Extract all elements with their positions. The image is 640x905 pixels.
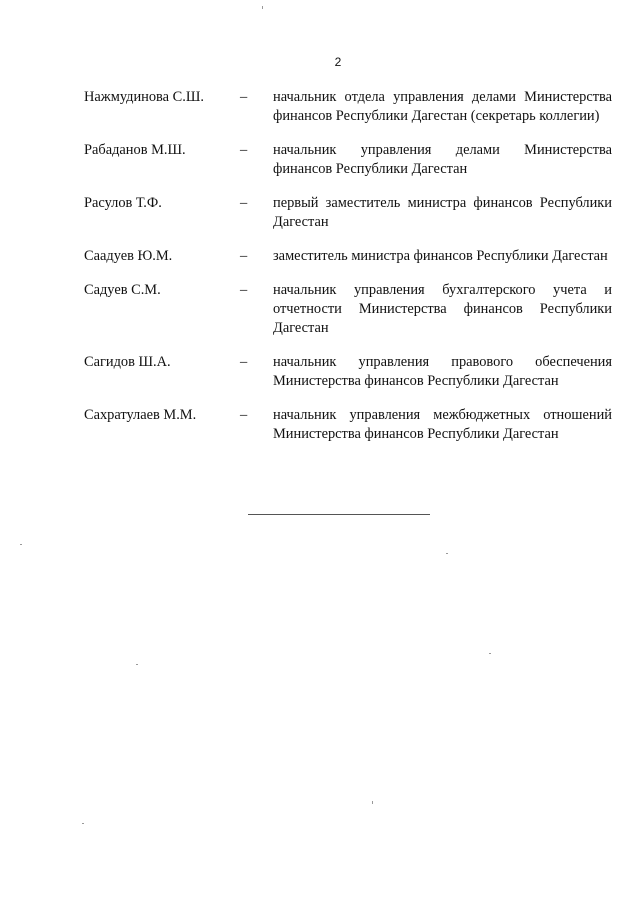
member-role: начальник отдела управления делами Министерства финансов Республики Дагестан (секретарь коллегии) <box>273 89 612 124</box>
member-role: начальник управления делами Министерства финансов Республики Дагестан <box>273 142 612 177</box>
member-row <box>84 141 612 179</box>
member-row <box>84 194 612 232</box>
member-row <box>84 281 612 338</box>
member-row <box>84 353 612 391</box>
member-name: Сахратулаев М.М. <box>84 407 197 423</box>
members-list <box>84 88 612 459</box>
end-of-document-line <box>248 514 430 515</box>
member-role: начальник управления правового обеспечения Министерства финансов Республики Дагестан <box>273 354 612 389</box>
scan-speck <box>20 544 22 545</box>
member-role: начальник управления межбюджетных отношений Министерства финансов Республики Дагестан <box>273 407 612 442</box>
member-row <box>84 406 612 444</box>
member-name: Саадуев Ю.М. <box>84 248 173 264</box>
member-name: Рабаданов М.Ш. <box>84 142 186 158</box>
member-role: заместитель министра финансов Республики Дагестан <box>273 248 608 264</box>
scan-speck <box>372 801 373 804</box>
member-name: Нажмудинова С.Ш. <box>84 89 204 105</box>
dash-separator: – <box>240 407 248 423</box>
member-name: Садуев С.М. <box>84 282 161 298</box>
scan-speck <box>82 823 84 824</box>
dash-separator: – <box>240 142 248 158</box>
member-name: Расулов Т.Ф. <box>84 195 162 211</box>
page-number: 2 <box>334 55 342 69</box>
member-role: первый заместитель министра финансов Республики Дагестан <box>273 195 612 230</box>
scan-speck <box>446 553 448 554</box>
dash-separator: – <box>240 248 248 264</box>
member-role: начальник управления бухгалтерского учета и отчетности Министерства финансов Республики Дагестан <box>273 282 612 336</box>
member-row <box>84 88 612 126</box>
scan-speck <box>136 664 138 665</box>
member-row <box>84 247 612 266</box>
dash-separator: – <box>240 195 248 211</box>
dash-separator: – <box>240 89 248 105</box>
scan-speck <box>489 653 491 654</box>
dash-separator: – <box>240 282 248 298</box>
member-name: Сагидов Ш.А. <box>84 354 171 370</box>
scan-speck <box>262 6 263 9</box>
dash-separator: – <box>240 354 248 370</box>
